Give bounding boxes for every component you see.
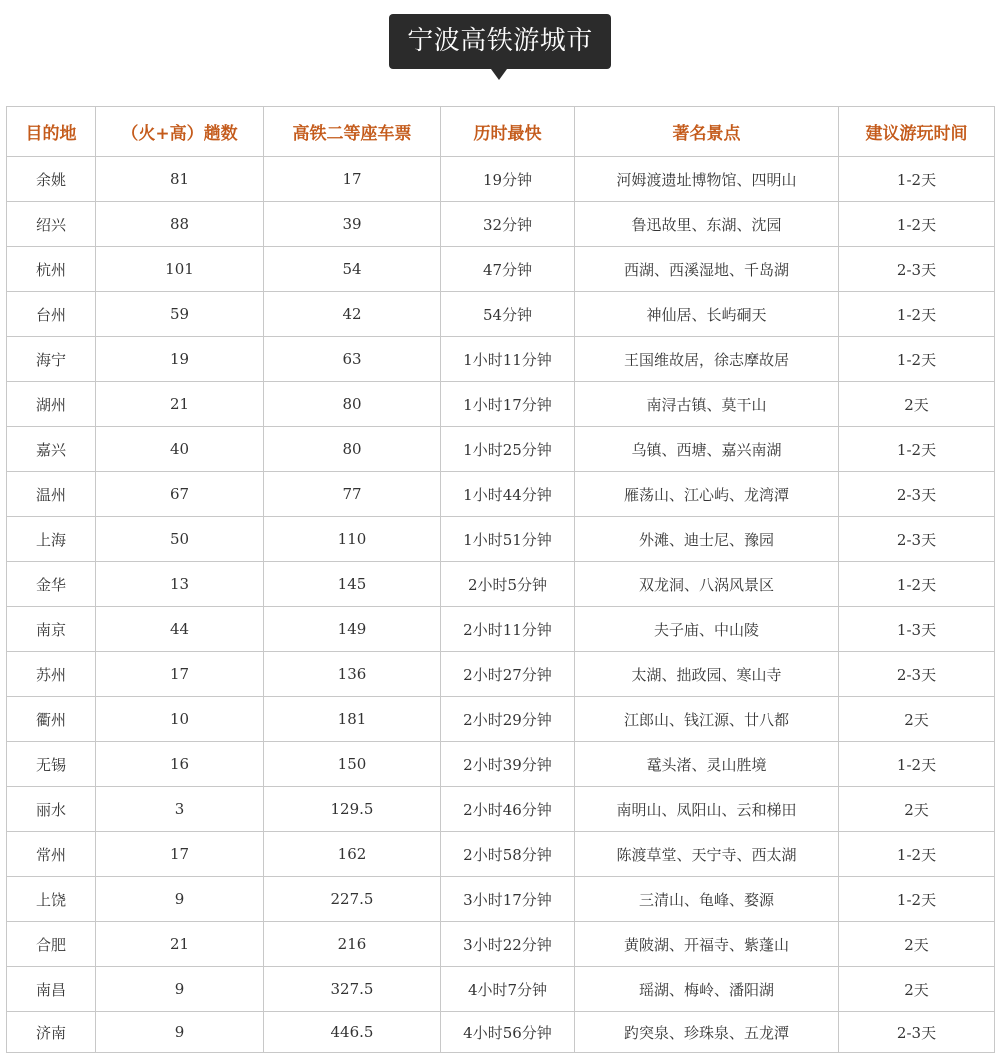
cell-attractions: 太湖、拙政园、寒山寺 [575, 652, 839, 697]
cell-suggested-duration: 1-2天 [839, 292, 995, 337]
cell-attractions: 鲁迅故里、东湖、沈园 [575, 202, 839, 247]
cell-attractions: 江郎山、钱江源、廿八都 [575, 697, 839, 742]
cell-fastest-time: 19分钟 [441, 157, 575, 202]
cell-suggested-duration: 1-2天 [839, 832, 995, 877]
cell-destination: 杭州 [7, 247, 96, 292]
cell-suggested-duration: 1-2天 [839, 157, 995, 202]
cell-suggested-duration: 2天 [839, 922, 995, 967]
cell-suggested-duration: 1-2天 [839, 562, 995, 607]
cell-attractions: 鼋头渚、灵山胜境 [575, 742, 839, 787]
cell-suggested-duration: 1-2天 [839, 742, 995, 787]
cell-suggested-duration: 1-2天 [839, 202, 995, 247]
cell-suggested-duration: 1-2天 [839, 337, 995, 382]
cell-ticket-price: 17 [264, 157, 441, 202]
cell-ticket-price: 136 [264, 652, 441, 697]
table-row [7, 562, 995, 607]
cell-fastest-time: 1小时44分钟 [441, 472, 575, 517]
cell-train-count: 9 [96, 1012, 264, 1053]
table-row [7, 202, 995, 247]
cell-train-count: 50 [96, 517, 264, 562]
cell-fastest-time: 2小时29分钟 [441, 697, 575, 742]
cell-suggested-duration: 2天 [839, 382, 995, 427]
cell-suggested-duration: 2天 [839, 697, 995, 742]
cell-destination: 湖州 [7, 382, 96, 427]
cell-ticket-price: 145 [264, 562, 441, 607]
cell-suggested-duration: 2-3天 [839, 652, 995, 697]
cell-train-count: 44 [96, 607, 264, 652]
cell-fastest-time: 54分钟 [441, 292, 575, 337]
cell-train-count: 9 [96, 967, 264, 1012]
header-fastest-time: 历时最快 [441, 107, 575, 157]
table-row [7, 697, 995, 742]
cell-ticket-price: 327.5 [264, 967, 441, 1012]
title-pointer [491, 69, 507, 80]
cell-destination: 南京 [7, 607, 96, 652]
cell-attractions: 乌镇、西塘、嘉兴南湖 [575, 427, 839, 472]
cell-fastest-time: 3小时17分钟 [441, 877, 575, 922]
cell-train-count: 101 [96, 247, 264, 292]
table-row [7, 922, 995, 967]
cell-fastest-time: 4小时56分钟 [441, 1012, 575, 1053]
cell-train-count: 13 [96, 562, 264, 607]
cell-attractions: 西湖、西溪湿地、千岛湖 [575, 247, 839, 292]
header-ticket-price: 高铁二等座车票 [264, 107, 441, 157]
cell-ticket-price: 80 [264, 427, 441, 472]
cell-ticket-price: 149 [264, 607, 441, 652]
table-body [7, 157, 995, 1053]
cell-train-count: 21 [96, 922, 264, 967]
cell-fastest-time: 1小时25分钟 [441, 427, 575, 472]
cell-ticket-price: 42 [264, 292, 441, 337]
cell-train-count: 21 [96, 382, 264, 427]
table-row [7, 337, 995, 382]
cell-ticket-price: 181 [264, 697, 441, 742]
page-title: 宁波高铁游城市 [389, 14, 611, 69]
cell-attractions: 外滩、迪士尼、豫园 [575, 517, 839, 562]
cell-ticket-price: 80 [264, 382, 441, 427]
cell-destination: 绍兴 [7, 202, 96, 247]
cell-attractions: 三清山、龟峰、婺源 [575, 877, 839, 922]
cell-destination: 苏州 [7, 652, 96, 697]
cell-ticket-price: 227.5 [264, 877, 441, 922]
table-row [7, 292, 995, 337]
cell-attractions: 南明山、凤阳山、云和梯田 [575, 787, 839, 832]
cell-attractions: 河姆渡遗址博物馆、四明山 [575, 157, 839, 202]
cell-fastest-time: 3小时22分钟 [441, 922, 575, 967]
cell-train-count: 59 [96, 292, 264, 337]
cell-ticket-price: 39 [264, 202, 441, 247]
cell-attractions: 瑶湖、梅岭、潘阳湖 [575, 967, 839, 1012]
table-row [7, 652, 995, 697]
cell-suggested-duration: 2-3天 [839, 1012, 995, 1053]
table-row [7, 157, 995, 202]
cell-train-count: 40 [96, 427, 264, 472]
table-row [7, 877, 995, 922]
title-banner [0, 0, 1000, 100]
cell-train-count: 88 [96, 202, 264, 247]
cell-ticket-price: 54 [264, 247, 441, 292]
cell-fastest-time: 2小时27分钟 [441, 652, 575, 697]
table-row [7, 1012, 995, 1053]
header-attractions: 著名景点 [575, 107, 839, 157]
table-row [7, 382, 995, 427]
cell-destination: 金华 [7, 562, 96, 607]
cell-fastest-time: 2小时46分钟 [441, 787, 575, 832]
cell-suggested-duration: 2天 [839, 967, 995, 1012]
cell-destination: 台州 [7, 292, 96, 337]
cell-destination: 南昌 [7, 967, 96, 1012]
cell-train-count: 9 [96, 877, 264, 922]
header-train-count: （火+高）趟数 [96, 107, 264, 157]
cell-destination: 温州 [7, 472, 96, 517]
cell-attractions: 雁荡山、江心屿、龙湾潭 [575, 472, 839, 517]
cell-destination: 合肥 [7, 922, 96, 967]
cell-attractions: 黄陂湖、开福寺、紫蓬山 [575, 922, 839, 967]
cell-attractions: 王国维故居，徐志摩故居 [575, 337, 839, 382]
cell-fastest-time: 4小时7分钟 [441, 967, 575, 1012]
cell-ticket-price: 150 [264, 742, 441, 787]
cell-suggested-duration: 2-3天 [839, 472, 995, 517]
cell-destination: 上饶 [7, 877, 96, 922]
table-row [7, 472, 995, 517]
cell-ticket-price: 446.5 [264, 1012, 441, 1053]
cell-suggested-duration: 1-3天 [839, 607, 995, 652]
header-destination: 目的地 [7, 107, 96, 157]
cell-destination: 丽水 [7, 787, 96, 832]
cell-ticket-price: 129.5 [264, 787, 441, 832]
table-row [7, 832, 995, 877]
destination-table [6, 106, 995, 1053]
cell-train-count: 19 [96, 337, 264, 382]
cell-suggested-duration: 1-2天 [839, 877, 995, 922]
header-suggested-duration: 建议游玩时间 [839, 107, 995, 157]
table-header-row [7, 107, 995, 157]
cell-destination: 海宁 [7, 337, 96, 382]
cell-ticket-price: 110 [264, 517, 441, 562]
table-row [7, 517, 995, 562]
cell-destination: 济南 [7, 1012, 96, 1053]
cell-fastest-time: 1小时51分钟 [441, 517, 575, 562]
cell-suggested-duration: 2天 [839, 787, 995, 832]
cell-fastest-time: 1小时11分钟 [441, 337, 575, 382]
table-row [7, 742, 995, 787]
cell-fastest-time: 2小时39分钟 [441, 742, 575, 787]
cell-fastest-time: 2小时11分钟 [441, 607, 575, 652]
cell-destination: 衢州 [7, 697, 96, 742]
cell-train-count: 81 [96, 157, 264, 202]
cell-train-count: 10 [96, 697, 264, 742]
cell-ticket-price: 162 [264, 832, 441, 877]
cell-fastest-time: 32分钟 [441, 202, 575, 247]
cell-attractions: 神仙居、长屿硐天 [575, 292, 839, 337]
cell-train-count: 17 [96, 832, 264, 877]
cell-ticket-price: 77 [264, 472, 441, 517]
cell-attractions: 夫子庙、中山陵 [575, 607, 839, 652]
cell-ticket-price: 216 [264, 922, 441, 967]
cell-fastest-time: 47分钟 [441, 247, 575, 292]
cell-fastest-time: 1小时17分钟 [441, 382, 575, 427]
table-row [7, 607, 995, 652]
table-row [7, 967, 995, 1012]
cell-destination: 嘉兴 [7, 427, 96, 472]
cell-destination: 余姚 [7, 157, 96, 202]
cell-attractions: 陈渡草堂、天宁寺、西太湖 [575, 832, 839, 877]
table-row [7, 247, 995, 292]
cell-suggested-duration: 2-3天 [839, 247, 995, 292]
cell-train-count: 16 [96, 742, 264, 787]
cell-attractions: 趵突泉、珍珠泉、五龙潭 [575, 1012, 839, 1053]
cell-destination: 无锡 [7, 742, 96, 787]
table-row [7, 787, 995, 832]
cell-fastest-time: 2小时58分钟 [441, 832, 575, 877]
cell-train-count: 67 [96, 472, 264, 517]
cell-train-count: 17 [96, 652, 264, 697]
cell-destination: 上海 [7, 517, 96, 562]
cell-fastest-time: 2小时5分钟 [441, 562, 575, 607]
cell-ticket-price: 63 [264, 337, 441, 382]
cell-attractions: 南浔古镇、莫干山 [575, 382, 839, 427]
table-row [7, 427, 995, 472]
cell-destination: 常州 [7, 832, 96, 877]
cell-suggested-duration: 1-2天 [839, 427, 995, 472]
cell-train-count: 3 [96, 787, 264, 832]
cell-suggested-duration: 2-3天 [839, 517, 995, 562]
cell-attractions: 双龙洞、八涡风景区 [575, 562, 839, 607]
